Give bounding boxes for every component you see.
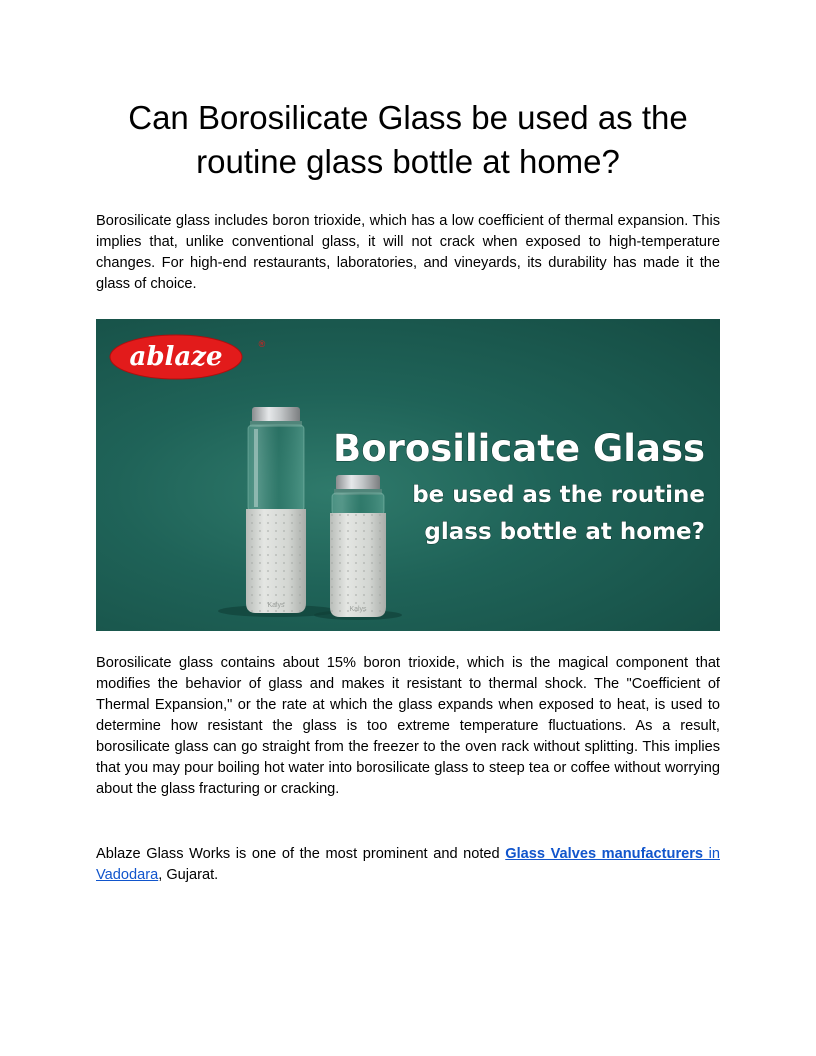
vadodara-link[interactable]: in Vadodara <box>96 846 720 883</box>
intro-paragraph: Borosilicate glass includes boron trioxide, which has a low coefficient of thermal expansion. This implies that, unlike conventional glass, it will not crack when exposed to high-temperature changes. For high-end restaurants, laboratories, and vineyards, its durability has made it the glass of choice. <box>96 213 720 292</box>
headline-line-2: be used as the routine <box>412 482 705 508</box>
registered-mark: ® <box>258 339 266 349</box>
short-bottle-cap <box>336 475 380 491</box>
short-bottle <box>330 475 386 617</box>
body-paragraph: Borosilicate glass contains about 15% boron trioxide, which is the magical component that modifies the behavior of glass and makes it resistant to thermal shock. The "Coefficient of Thermal Expansion," or the rate at which the glass expands when exposed to heat, is used to determine how resistant the glass is too extreme temperature fluctuations. As a result, borosilicate glass can go straight from the freezer to the oven rack without splitting. This implies that you may pour boiling hot water into borosilicate glass to steep tea or coffee without worrying about the glass fracturing or cracking. <box>96 655 720 797</box>
page-title: Can Borosilicate Glass be used as the routine glass bottle at home? <box>128 99 688 180</box>
glass-valves-manufacturers-link[interactable]: Glass Valves manufacturers <box>505 846 704 862</box>
tall-bottle <box>246 407 306 613</box>
short-bottle-brand: Kalys <box>349 606 367 613</box>
closing-paragraph <box>96 844 720 886</box>
tall-bottle-cap <box>252 407 300 423</box>
banner-image <box>96 319 720 631</box>
closing-text-after: , Gujarat. <box>158 867 219 883</box>
banner-illustration <box>96 319 720 631</box>
tall-bottle-brand: Kalys <box>267 602 285 609</box>
headline-line-1: Borosilicate Glass <box>333 427 705 470</box>
headline-line-3: glass bottle at home? <box>424 519 705 545</box>
logo-text: ablaze <box>129 342 223 372</box>
banner-headline <box>333 427 705 545</box>
ablaze-logo <box>110 335 266 379</box>
closing-text-before: Ablaze Glass Works is one of the most prominent and noted <box>96 846 506 862</box>
